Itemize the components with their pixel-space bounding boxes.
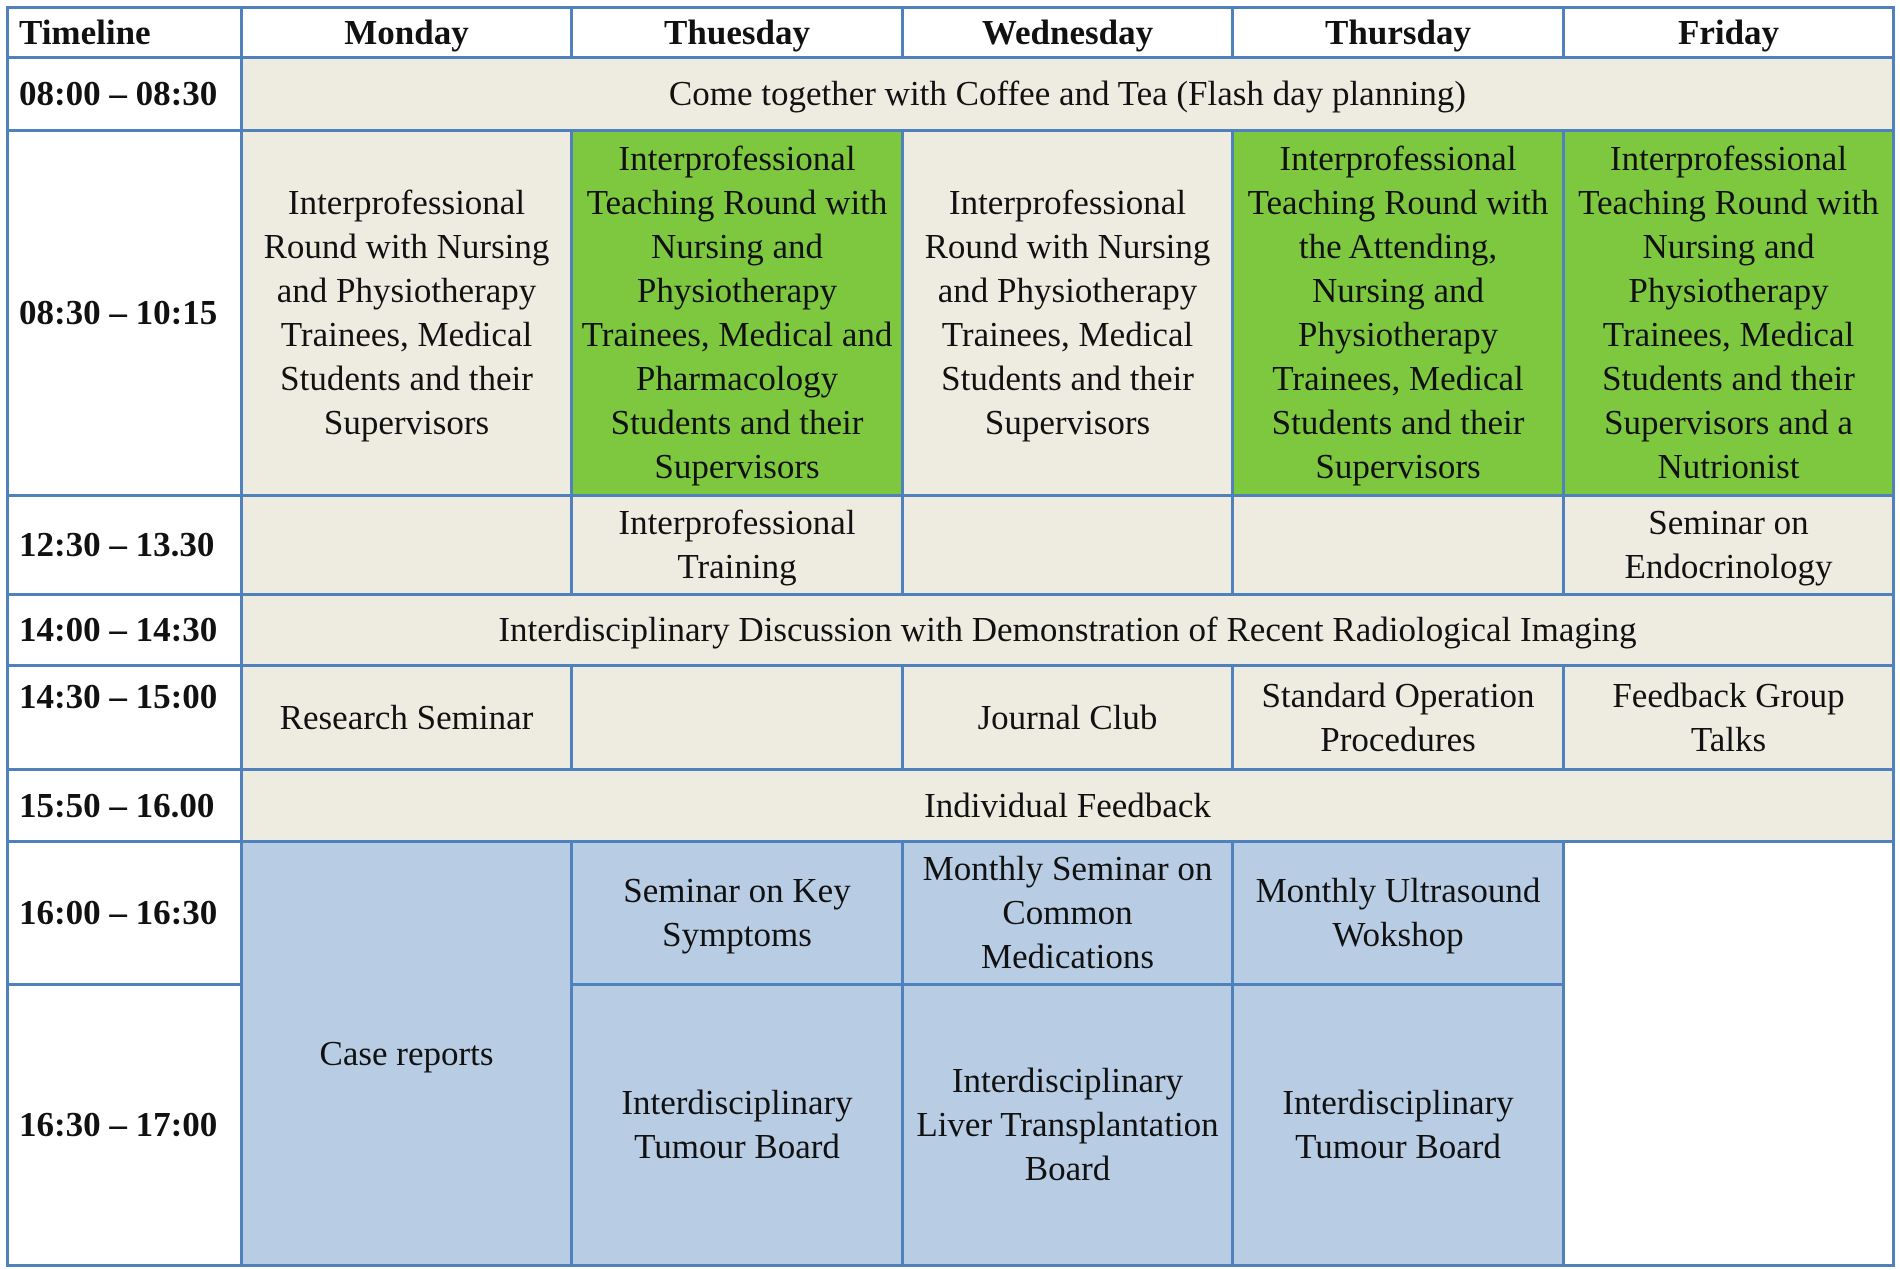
row-0830 xyxy=(8,131,1894,496)
row-1600 xyxy=(8,842,1894,985)
mon-1230-empty xyxy=(242,496,572,595)
mon-case-reports-cell: Case reports xyxy=(242,842,572,1266)
time-1230: 12:30 – 13.30 xyxy=(8,496,242,595)
wed-journal-club-cell: Journal Club xyxy=(903,666,1233,770)
header-monday: Monday xyxy=(242,8,572,58)
header-thursday: Thursday xyxy=(1233,8,1564,58)
header-friday: Friday xyxy=(1564,8,1894,58)
thu-1230-empty xyxy=(1233,496,1564,595)
time-1630: 16:30 – 17:00 xyxy=(8,985,242,1266)
wed-round-cell: Interprofessional Round with Nursing and Physiotherapy Trainees, Medical Students and their Supervisors xyxy=(903,131,1233,496)
row-1400 xyxy=(8,595,1894,666)
wed-liver-board-cell: Interdisciplinary Liver Transplantation Board xyxy=(903,985,1233,1266)
row-1430 xyxy=(8,666,1894,770)
row-0800 xyxy=(8,58,1894,131)
header-timeline: Timeline xyxy=(8,8,242,58)
weekly-schedule-table xyxy=(6,6,1895,1267)
tue-teaching-round-cell: Interprofessional Teaching Round with Nursing and Physiotherapy Trainees, Medical and Pharmacology Students and their Supervisors xyxy=(572,131,903,496)
time-0830: 08:30 – 10:15 xyxy=(8,131,242,496)
individual-feedback-cell: Individual Feedback xyxy=(242,770,1894,842)
fri-seminar-cell: Seminar on Endocrinology xyxy=(1564,496,1894,595)
time-0800: 08:00 – 08:30 xyxy=(8,58,242,131)
mon-research-seminar-cell: Research Seminar xyxy=(242,666,572,770)
row-1230 xyxy=(8,496,1894,595)
mon-round-cell: Interprofessional Round with Nursing and Physiotherapy Trainees, Medical Students and their Supervisors xyxy=(242,131,572,496)
row-1550 xyxy=(8,770,1894,842)
time-1600: 16:00 – 16:30 xyxy=(8,842,242,985)
fri-afternoon-empty xyxy=(1564,842,1894,1266)
header-row xyxy=(8,8,1894,58)
radiology-discussion-cell: Interdisciplinary Discussion with Demonstration of Recent Radiological Imaging xyxy=(242,595,1894,666)
thu-sop-cell: Standard Operation Procedures xyxy=(1233,666,1564,770)
time-1550: 15:50 – 16.00 xyxy=(8,770,242,842)
fri-teaching-round-cell: Interprofessional Teaching Round with Nursing and Physiotherapy Trainees, Medical Students and their Supervisors and a Nutrionist xyxy=(1564,131,1894,496)
fri-feedback-talks-cell: Feedback Group Talks xyxy=(1564,666,1894,770)
thu-ultrasound-cell: Monthly Ultrasound Wokshop xyxy=(1233,842,1564,985)
time-1400: 14:00 – 14:30 xyxy=(8,595,242,666)
tue-training-cell: Interprofessional Training xyxy=(572,496,903,595)
thu-teaching-round-cell: Interprofessional Teaching Round with the Attending, Nursing and Physiotherapy Trainees, Medical Students and their Supervisors xyxy=(1233,131,1564,496)
wed-1230-empty xyxy=(903,496,1233,595)
time-1430: 14:30 – 15:00 xyxy=(8,666,242,770)
tue-tumour-board-cell: Interdisciplinary Tumour Board xyxy=(572,985,903,1266)
header-wednesday: Wednesday xyxy=(903,8,1233,58)
tue-1430-empty xyxy=(572,666,903,770)
header-tuesday: Thuesday xyxy=(572,8,903,58)
wed-medications-cell: Monthly Seminar on Common Medications xyxy=(903,842,1233,985)
tue-key-symptoms-cell: Seminar on Key Symptoms xyxy=(572,842,903,985)
coffee-tea-cell: Come together with Coffee and Tea (Flash day planning) xyxy=(242,58,1894,131)
thu-tumour-board-cell: Interdisciplinary Tumour Board xyxy=(1233,985,1564,1266)
